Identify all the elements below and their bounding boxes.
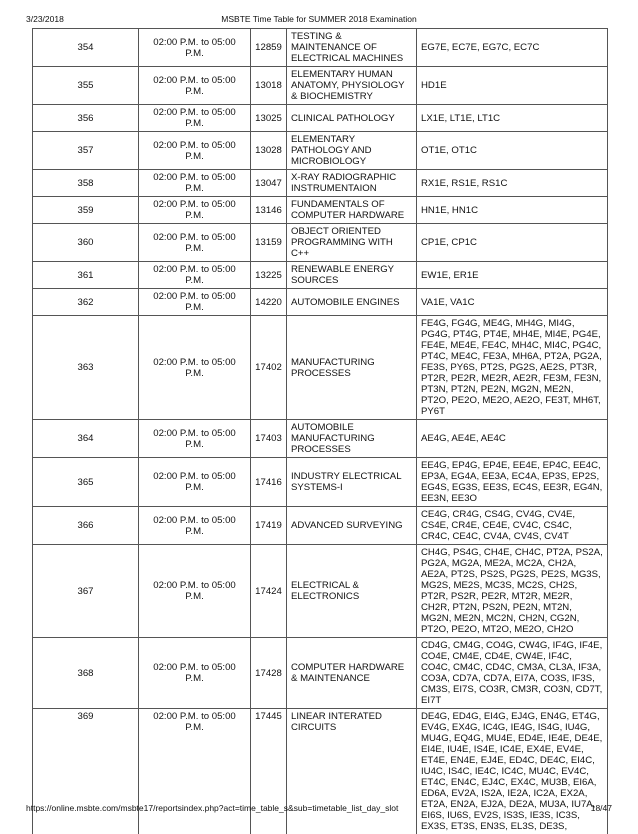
subject-name: FUNDAMENTALS OF COMPUTER HARDWARE bbox=[287, 197, 417, 224]
timetable-body bbox=[33, 29, 608, 834]
serial-number: 355 bbox=[33, 67, 139, 105]
subject-code: 13225 bbox=[251, 262, 287, 289]
page-footer bbox=[0, 803, 638, 817]
table-row bbox=[33, 289, 608, 316]
subject-code: 13146 bbox=[251, 197, 287, 224]
program-codes: FE4G, FG4G, ME4G, MH4G, MI4G, PG4G, PT4G, PT4E, MH4E, MI4E, PG4E, FE4E, ME4E, FE4C, MH4C, MI4C, PG4C, PT4C, ME4C, FE3A, MH6A, PT2A, PG2A, FE3S, PY6S, PT2S, PG2S, AE2S, PT3R, PT2R, PE2R, ME2R, AE2R, FE3M, FE3N, PT3N, PT2N, PE2N, MG2N, ME2N, PT2O, PE2O, ME2O, AE2O, FE3T, MH6T, PY6T bbox=[417, 316, 608, 420]
subject-name: ELEMENTARY HUMAN ANATOMY, PHYSIOLOGY & BIOCHEMISTRY bbox=[287, 67, 417, 105]
program-codes: EG7E, EC7E, EG7C, EC7C bbox=[417, 29, 608, 67]
subject-code: 17428 bbox=[251, 638, 287, 709]
subject-code: 13028 bbox=[251, 132, 287, 170]
exam-time: 02:00 P.M. to 05:00 P.M. bbox=[139, 709, 251, 834]
subject-name: AUTOMOBILE MANUFACTURING PROCESSES bbox=[287, 420, 417, 458]
serial-number: 369 bbox=[33, 709, 139, 834]
table-row bbox=[33, 638, 608, 709]
exam-time: 02:00 P.M. to 05:00 P.M. bbox=[139, 105, 251, 132]
program-codes: CD4G, CM4G, CO4G, CW4G, IF4G, IF4E, CO4E, CM4E, CD4E, CW4E, IF4C, CO4C, CM4C, CD4C, CM3A, CL3A, IF3A, CO3A, CD7A, CD7A, EI7A, CO3S, IF3S, CM3S, EI7S, CO3R, CM3R, CO3N, CD7T, EI7T bbox=[417, 638, 608, 709]
serial-number: 361 bbox=[33, 262, 139, 289]
subject-name: ELECTRICAL & ELECTRONICS bbox=[287, 545, 417, 638]
subject-name: ADVANCED SURVEYING bbox=[287, 507, 417, 545]
serial-number: 354 bbox=[33, 29, 139, 67]
program-codes: DE4G, ED4G, EI4G, EJ4G, EN4G, ET4G, EV4G, EX4G, IC4G, IE4G, IS4G, IU4G, MU4G, EQ4G, MU4E, ED4E, IE4E, DE4E, EI4E, IU4E, IS4E, IC4E, EX4E, EV4E, ET4E, EN4E, EJ4E, ED4C, DE4C, EI4C, IU4C, IS4C, IE4C, IC4C, MU4C, EV4C, ET4C, EN4C, EJ4C, EX4C, MU3B, EI6A, ED6A, EV2A, IS2A, IE2A, IC2A, EX2A, ET2A, EN2A, EJ2A, DE2A, MU3A, IU7A, EI6S, IU6S, EV2S, IS3S, IE3S, IC3S, EX3S, ET3S, EN3S, EL3S, DE3S, bbox=[417, 709, 608, 834]
program-codes: RX1E, RS1E, RS1C bbox=[417, 170, 608, 197]
program-codes: CE4G, CR4G, CS4G, CV4G, CV4E, CS4E, CR4E, CE4E, CV4C, CS4C, CR4C, CE4C, CV4A, CV4S, CV4T bbox=[417, 507, 608, 545]
exam-time: 02:00 P.M. to 05:00 P.M. bbox=[139, 262, 251, 289]
exam-time: 02:00 P.M. to 05:00 P.M. bbox=[139, 170, 251, 197]
serial-number: 363 bbox=[33, 316, 139, 420]
table-row bbox=[33, 458, 608, 507]
subject-name: AUTOMOBILE ENGINES bbox=[287, 289, 417, 316]
subject-code: 17419 bbox=[251, 507, 287, 545]
subject-name: OBJECT ORIENTED PROGRAMMING WITH C++ bbox=[287, 224, 417, 262]
page-url: https://online.msbte.com/msbte17/reportsindex.php?act=time_table_s&sub=timetable_list_day_slot bbox=[26, 803, 398, 813]
table-row bbox=[33, 420, 608, 458]
subject-code: 13159 bbox=[251, 224, 287, 262]
exam-time: 02:00 P.M. to 05:00 P.M. bbox=[139, 545, 251, 638]
table-row bbox=[33, 316, 608, 420]
subject-name: CLINICAL PATHOLOGY bbox=[287, 105, 417, 132]
program-codes: OT1E, OT1C bbox=[417, 132, 608, 170]
exam-time: 02:00 P.M. to 05:00 P.M. bbox=[139, 224, 251, 262]
exam-time: 02:00 P.M. to 05:00 P.M. bbox=[139, 29, 251, 67]
subject-code: 14220 bbox=[251, 289, 287, 316]
serial-number: 358 bbox=[33, 170, 139, 197]
serial-number: 368 bbox=[33, 638, 139, 709]
exam-time: 02:00 P.M. to 05:00 P.M. bbox=[139, 316, 251, 420]
print-date: 3/23/2018 bbox=[26, 14, 64, 24]
serial-number: 365 bbox=[33, 458, 139, 507]
serial-number: 367 bbox=[33, 545, 139, 638]
table-row bbox=[33, 545, 608, 638]
exam-time: 02:00 P.M. to 05:00 P.M. bbox=[139, 289, 251, 316]
program-codes: AE4G, AE4E, AE4C bbox=[417, 420, 608, 458]
program-codes: EE4G, EP4G, EP4E, EE4E, EP4C, EE4C, EP3A, EG4A, EE3A, EC4A, EP3S, EP2S, EG4S, EG3S, EE3S, EC4S, EE3R, EG4N, EE3N, EE3O bbox=[417, 458, 608, 507]
exam-time: 02:00 P.M. to 05:00 P.M. bbox=[139, 420, 251, 458]
subject-name: TESTING & MAINTENANCE OF ELECTRICAL MACHINES bbox=[287, 29, 417, 67]
subject-name: RENEWABLE ENERGY SOURCES bbox=[287, 262, 417, 289]
subject-code: 17403 bbox=[251, 420, 287, 458]
table-row bbox=[33, 67, 608, 105]
subject-code: 13018 bbox=[251, 67, 287, 105]
subject-code: 17445 bbox=[251, 709, 287, 834]
exam-time: 02:00 P.M. to 05:00 P.M. bbox=[139, 458, 251, 507]
subject-code: 17416 bbox=[251, 458, 287, 507]
serial-number: 366 bbox=[33, 507, 139, 545]
serial-number: 362 bbox=[33, 289, 139, 316]
serial-number: 357 bbox=[33, 132, 139, 170]
program-codes: LX1E, LT1E, LT1C bbox=[417, 105, 608, 132]
table-row bbox=[33, 197, 608, 224]
exam-time: 02:00 P.M. to 05:00 P.M. bbox=[139, 507, 251, 545]
page-title: MSBTE Time Table for SUMMER 2018 Examination bbox=[0, 14, 638, 24]
program-codes: EW1E, ER1E bbox=[417, 262, 608, 289]
page-header bbox=[0, 14, 638, 28]
table-row bbox=[33, 29, 608, 67]
subject-code: 12859 bbox=[251, 29, 287, 67]
table-row bbox=[33, 170, 608, 197]
table-row bbox=[33, 262, 608, 289]
exam-time: 02:00 P.M. to 05:00 P.M. bbox=[139, 197, 251, 224]
subject-name: LINEAR INTERATED CIRCUITS bbox=[287, 709, 417, 834]
serial-number: 364 bbox=[33, 420, 139, 458]
program-codes: HD1E bbox=[417, 67, 608, 105]
subject-code: 17402 bbox=[251, 316, 287, 420]
exam-time: 02:00 P.M. to 05:00 P.M. bbox=[139, 132, 251, 170]
program-codes: CP1E, CP1C bbox=[417, 224, 608, 262]
subject-name: COMPUTER HARDWARE & MAINTENANCE bbox=[287, 638, 417, 709]
timetable bbox=[32, 28, 608, 834]
subject-name: ELEMENTARY PATHOLOGY AND MICROBIOLOGY bbox=[287, 132, 417, 170]
table-row bbox=[33, 132, 608, 170]
table-row bbox=[33, 224, 608, 262]
serial-number: 360 bbox=[33, 224, 139, 262]
program-codes: VA1E, VA1C bbox=[417, 289, 608, 316]
subject-name: MANUFACTURING PROCESSES bbox=[287, 316, 417, 420]
exam-time: 02:00 P.M. to 05:00 P.M. bbox=[139, 638, 251, 709]
serial-number: 356 bbox=[33, 105, 139, 132]
program-codes: CH4G, PS4G, CH4E, CH4C, PT2A, PS2A, PG2A, MG2A, ME2A, MC2A, CH2A, AE2A, PT2S, PS2S, PG2S, PE2S, MG3S, MG2S, ME2S, MC3S, MC2S, CH2S, PT2R, PS2R, PE2R, MT2R, ME2R, CH2R, PT2N, PS2N, PE2N, MT2N, MG2N, ME2N, MC2N, CH2N, CG2N, PT2O, PE2O, MT2O, ME2O, CH2O bbox=[417, 545, 608, 638]
exam-time: 02:00 P.M. to 05:00 P.M. bbox=[139, 67, 251, 105]
subject-code: 13025 bbox=[251, 105, 287, 132]
subject-name: X-RAY RADIOGRAPHIC INSTRUMENTAION bbox=[287, 170, 417, 197]
subject-code: 17424 bbox=[251, 545, 287, 638]
subject-code: 13047 bbox=[251, 170, 287, 197]
table-row bbox=[33, 507, 608, 545]
page-number: 18/47 bbox=[591, 803, 612, 813]
table-row bbox=[33, 105, 608, 132]
program-codes: HN1E, HN1C bbox=[417, 197, 608, 224]
subject-name: INDUSTRY ELECTRICAL SYSTEMS-I bbox=[287, 458, 417, 507]
serial-number: 359 bbox=[33, 197, 139, 224]
